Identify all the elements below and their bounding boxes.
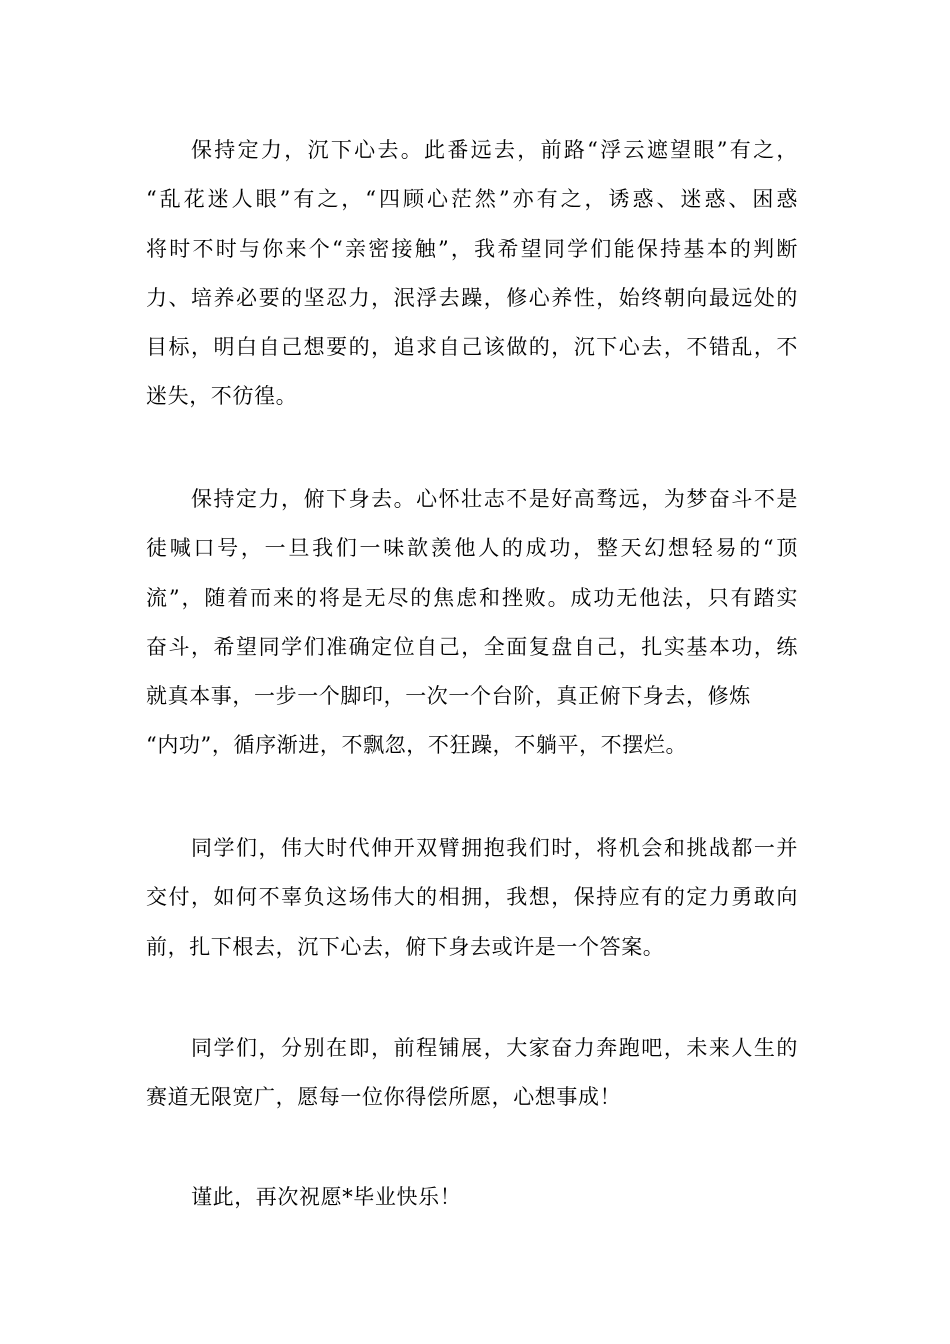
paragraph-line: 流”，随着而来的将是无尽的焦虑和挫败。成功无他法，只有踏实 [146, 585, 798, 610]
paragraph-line: 交付，如何不辜负这场伟大的相拥，我想，保持应有的定力勇敢向 [146, 885, 798, 910]
paragraph-line: “乱花迷人眼”有之，“四顾心茫然”亦有之，诱惑、迷惑、困惑 [146, 187, 798, 212]
paragraph-line: 将时不时与你来个“亲密接触”，我希望同学们能保持基本的判断 [146, 236, 798, 261]
paragraph-line: 赛道无限宽广，愿每一位你得偿所愿，心想事成！ [146, 1085, 622, 1110]
paragraph-line: 保持定力，俯下身去。心怀壮志不是好高骛远，为梦奋斗不是 [191, 487, 798, 511]
paragraph-line: 徒喊口号，一旦我们一味歆羡他人的成功，整天幻想轻易的“顶 [146, 536, 798, 561]
paragraph-closing-wish [146, 1173, 798, 1222]
paragraph-line: 前，扎下根去，沉下心去，俯下身去或许是一个答案。 [146, 934, 665, 959]
paragraph-great-era [146, 824, 798, 972]
paragraph-line: 目标，明白自己想要的，追求自己该做的，沉下心去，不错乱，不 [146, 335, 798, 360]
paragraph-line: 保持定力，沉下心去。此番远去，前路“浮云遮望眼”有之， [191, 138, 798, 162]
paragraph-line: 同学们，分别在即，前程铺展，大家奋力奔跑吧，未来人生的 [191, 1036, 798, 1060]
paragraph-bend-down [146, 475, 798, 771]
paragraph-farewell [146, 1024, 798, 1123]
paragraph-line: 就真本事，一步一个脚印，一次一个台阶，真正俯下身去，修炼 [146, 684, 751, 709]
paragraph-line: 谨此，再次祝愿*毕业快乐！ [191, 1185, 462, 1209]
paragraph-line: “内功”，循序渐进，不飘忽，不狂躁，不躺平，不摆烂。 [146, 733, 688, 758]
paragraph-line: 奋斗，希望同学们准确定位自己，全面复盘自己，扎实基本功，练 [146, 634, 798, 659]
paragraph-line: 同学们，伟大时代伸开双臂拥抱我们时，将机会和挑战都一并 [191, 836, 798, 860]
paragraph-line: 力、培养必要的坚忍力，泯浮去躁，修心养性，始终朝向最远处的 [146, 285, 798, 310]
paragraph-stay-calm [146, 126, 798, 422]
paragraph-line: 迷失，不彷徨。 [146, 384, 298, 409]
